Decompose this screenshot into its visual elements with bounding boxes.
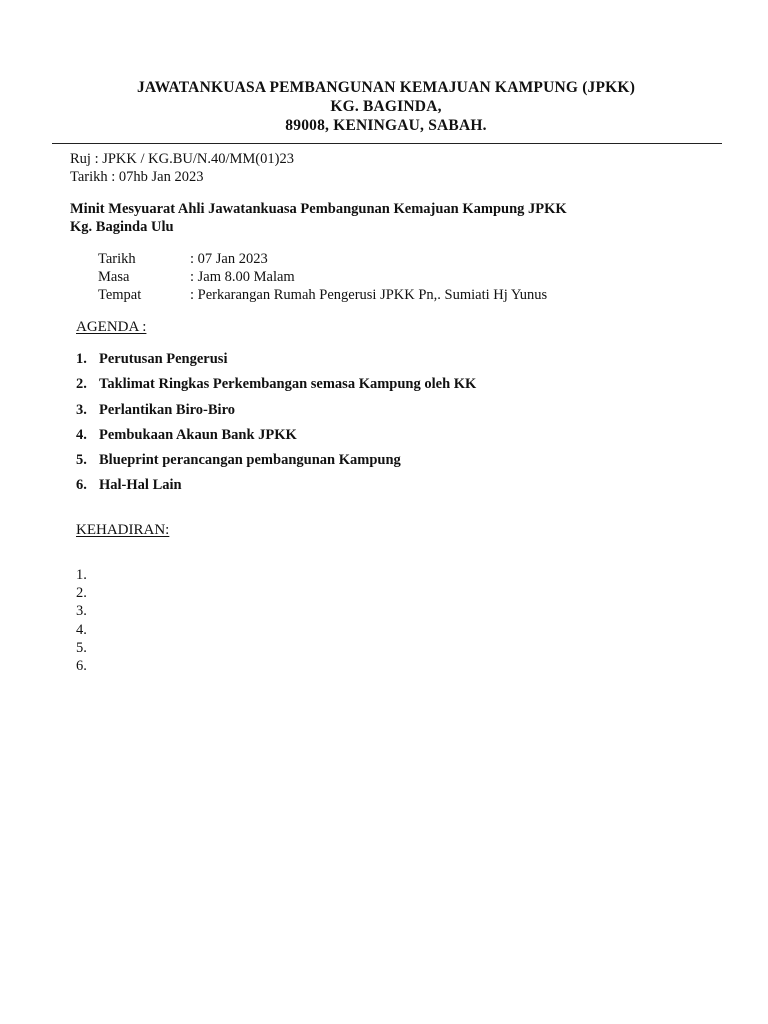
agenda-item-number: 1. [76, 351, 87, 367]
meeting-time-label: Masa [98, 269, 130, 285]
attendance-item: 5. [76, 639, 87, 656]
agenda-heading: AGENDA : [76, 319, 147, 335]
minutes-title-line-2: Kg. Baginda Ulu [70, 219, 174, 235]
agenda-list [76, 350, 476, 502]
agenda-item-number: 2. [76, 376, 87, 393]
minutes-title-line-1: Minit Mesyuarat Ahli Jawatankuasa Pembangunan Kemajuan Kampung JPKK [70, 201, 567, 217]
attendance-item: 2. [76, 585, 87, 602]
meeting-venue-row [98, 286, 547, 304]
reference-block [70, 150, 294, 186]
reference-number: Ruj : JPKK / KG.BU/N.40/MM(01)23 [70, 151, 294, 167]
meeting-venue-value: : Perkarangan Rumah Pengerusi JPKK Pn,. Sumiati Hj Yunus [190, 287, 548, 303]
agenda-item-number: 5. [76, 452, 87, 469]
header-divider [52, 143, 722, 144]
meeting-venue-label: Tempat [98, 287, 142, 303]
agenda-item-text: Perlantikan Biro-Biro [99, 401, 236, 418]
agenda-item-text: Perutusan Pengerusi [99, 351, 228, 367]
attendance-list [76, 566, 87, 675]
header-address: 89008, KENINGAU, SABAH. [285, 117, 487, 134]
document-header [0, 78, 768, 135]
agenda-item [76, 401, 476, 426]
agenda-item [76, 426, 476, 451]
agenda-item [76, 476, 476, 501]
meeting-time-value: : Jam 8.00 Malam [190, 269, 295, 285]
meeting-details [98, 250, 547, 304]
header-organization: JAWATANKUASA PEMBANGUNAN KEMAJUAN KAMPUNG (JPKK) [136, 79, 636, 96]
agenda-item [76, 451, 476, 476]
agenda-item-number: 3. [76, 401, 87, 418]
agenda-item [76, 350, 476, 375]
attendance-item: 3. [76, 603, 87, 620]
reference-date: Tarikh : 07hb Jan 2023 [70, 169, 204, 185]
meeting-date-row [98, 250, 547, 268]
attendance-heading: KEHADIRAN: [76, 522, 170, 538]
attendance-item: 6. [76, 658, 87, 675]
agenda-item-text: Hal-Hal Lain [99, 477, 182, 494]
attendance-item: 1. [76, 567, 87, 583]
agenda-item-number: 6. [76, 477, 87, 494]
attendance-item: 4. [76, 621, 87, 638]
agenda-item-number: 4. [76, 426, 87, 443]
agenda-item-text: Blueprint perancangan pembangunan Kampung [99, 452, 401, 469]
header-village: KG. BAGINDA, [330, 98, 442, 115]
agenda-item-text: Pembukaan Akaun Bank JPKK [99, 426, 297, 443]
minutes-title [70, 200, 567, 236]
meeting-date-label: Tarikh [98, 251, 136, 267]
agenda-item-text: Taklimat Ringkas Perkembangan semasa Kampung oleh KK [99, 376, 477, 393]
meeting-date-value: : 07 Jan 2023 [190, 251, 268, 267]
meeting-time-row [98, 268, 547, 286]
agenda-item [76, 375, 476, 400]
